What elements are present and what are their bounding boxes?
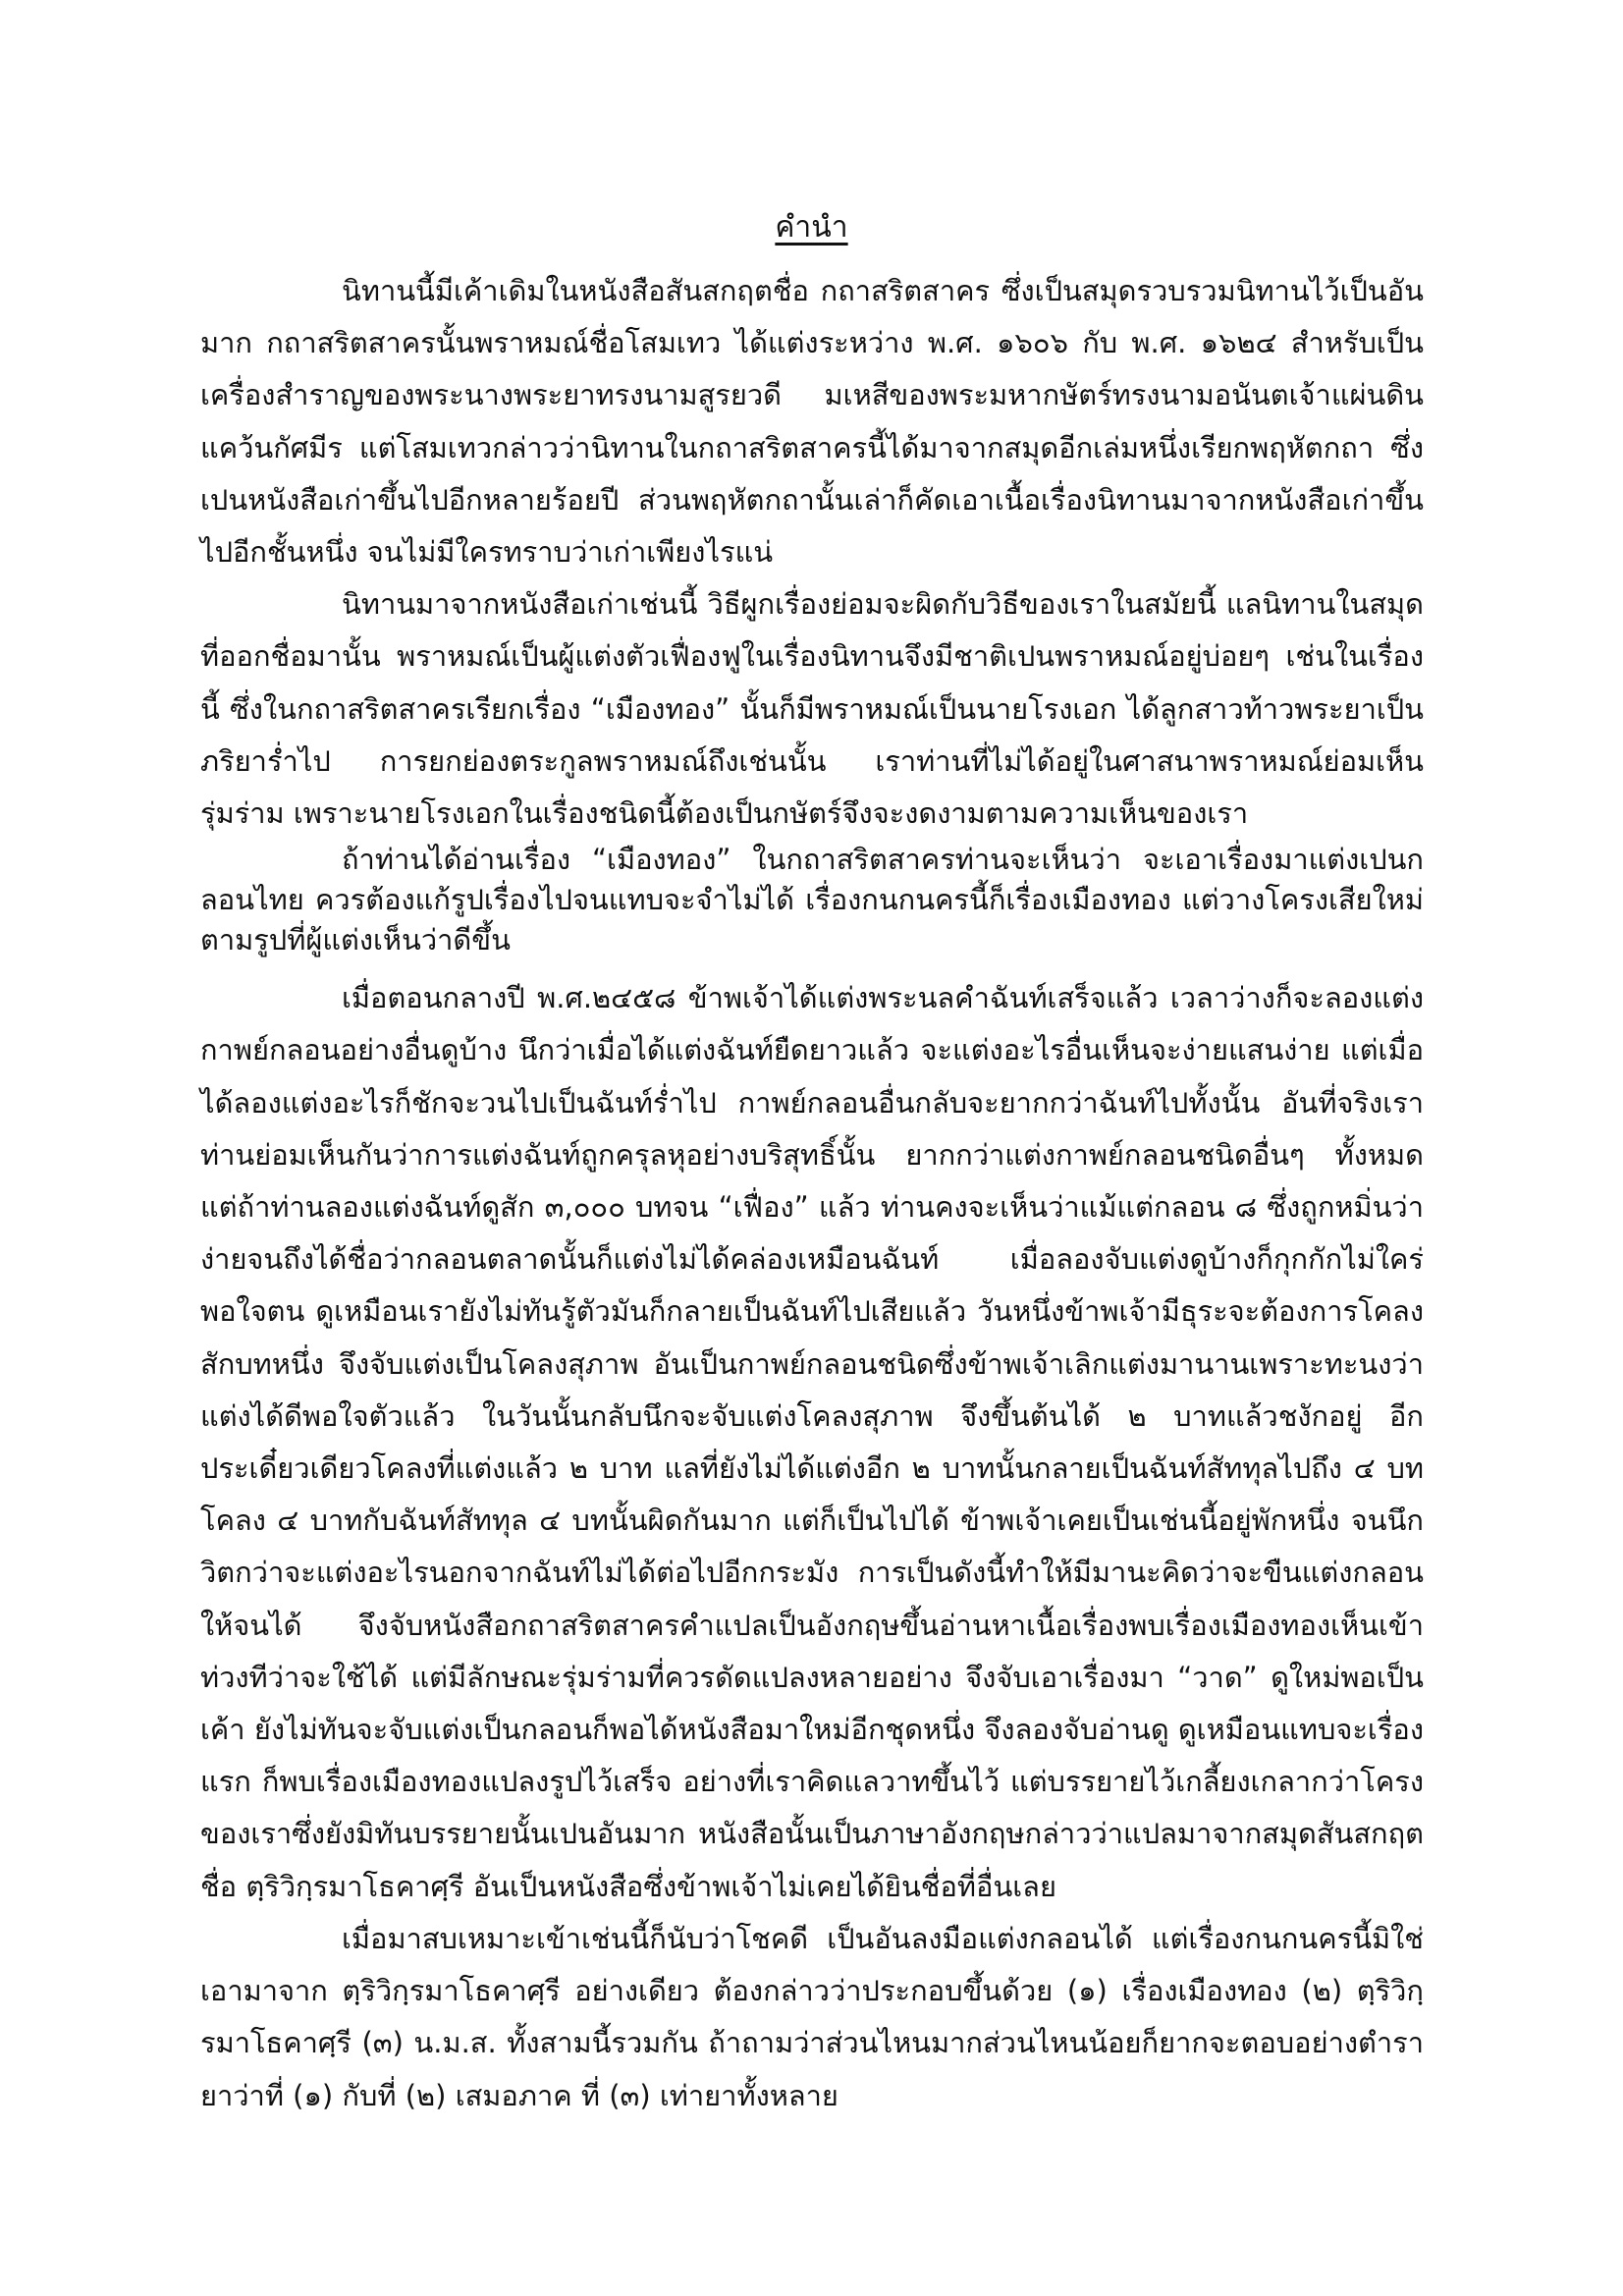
page-title: คำนำ [775, 210, 848, 245]
document-body [200, 265, 1424, 2122]
paragraph-3: ถ้าท่านได้อ่านเรื่อง “เมืองทอง” ในกถาสริตสาครท่านจะเห็นว่า จะเอาเรื่องมาแต่งเปนกลอนไทย ควรต้องแก้รูปเรื่องไปจนแทบจะจำไม่ได้ เรื่องกนกนครนี้ก็เรื่องเมืองทอง แต่วางโครงเสียใหม่ตามรูปที่ผู้แต่งเห็นว่าดีขึ้น [200, 843, 1424, 957]
paragraph-4: เมื่อตอนกลางปี พ.ศ.๒๔๕๘ ข้าพเจ้าได้แต่งพระนลคำฉันท์เสร็จแล้ว เวลาว่างก็จะลองแต่งกาพย์กลอนอย่างอื่นดูบ้าง นึกว่าเมื่อได้แต่งฉันท์ยืดยาวแล้ว จะแต่งอะไรอื่นเห็นจะง่ายแสนง่าย แต่เมื่อได้ลองแต่งอะไรก็ชักจะวนไปเป็นฉันท์ร่ำไป กาพย์กลอนอื่นกลับจะยากกว่าฉันท์ไปทั้งนั้น อันที่จริงเราท่านย่อมเห็นกันว่าการแต่งฉันท์ถูกครุลหุอย่างบริสุทธิ์นั้น ยากกว่าแต่งกาพย์กลอนชนิดอื่นๆ ทั้งหมด แต่ถ้าท่านลองแต่งฉันท์ดูสัก ๓,๐๐๐ บทจน “เฟื่อง” แล้ว ท่านคงจะเห็นว่าแม้แต่กลอน ๘ ซึ่งถูกหมิ่นว่าง่ายจนถึงได้ชื่อว่ากลอนตลาดนั้นก็แต่งไม่ได้คล่องเหมือนฉันท์ เมื่อลองจับแต่งดูบ้างก็กุกกักไม่ใคร่พอใจตน ดูเหมือนเรายังไม่ทันรู้ตัวมันก็กลายเป็นฉันท์ไปเสียแล้ว วันหนึ่งข้าพเจ้ามีธุระจะต้องการโคลงสักบทหนึ่ง จึงจับแต่งเป็นโคลงสุภาพ อันเป็นกาพย์กลอนชนิดซึ่งข้าพเจ้าเลิกแต่งมานานเพราะทะนงว่าแต่งได้ดีพอใจตัวแล้ว ในวันนั้นกลับนึกจะจับแต่งโคลงสุภาพ จึงขึ้นต้นได้ ๒ บาทแล้วชงักอยู่ อีกประเดี๋ยวเดียวโคลงที่แต่งแล้ว ๒ บาท แลที่ยังไม่ได้แต่งอีก ๒ บาทนั้นกลายเป็นฉันท์สัททุลไปถึง ๔ บท โคลง ๔ บาทกับฉันท์สัททุล ๔ บทนั้นผิดกันมาก แต่ก็เป็นไปได้ ข้าพเจ้าเคยเป็นเช่นนี้อยู่พักหนึ่ง จนนึกวิตกว่าจะแต่งอะไรนอกจากฉันท์ไม่ได้ต่อไปอีกกระมัง การเป็นดังนี้ทำให้มีมานะคิดว่าจะขืนแต่งกลอนให้จนได้ จึงจับหนังสือกถาสริตสาครคำแปลเป็นอังกฤษขึ้นอ่านหาเนื้อเรื่องพบเรื่องเมืองทองเห็นเข้าท่วงทีว่าจะใช้ได้ แต่มีลักษณะรุ่มร่ามที่ควรดัดแปลงหลายอย่าง จึงจับเอาเรื่องมา “วาด” ดูใหม่พอเป็นเค้า ยังไม่ทันจะจับแต่งเป็นกลอนก็พอได้หนังสือมาใหม่อีกชุดหนึ่ง จึงลองจับอ่านดู ดูเหมือนแทบจะเรื่องแรก ก็พบเรื่องเมืองทองแปลงรูปไว้เสร็จ อย่างที่เราคิดแลวาทขึ้นไว้ แต่บรรยายไว้เกลี้ยงเกลากว่าโครงของเราซึ่งยังมิทันบรรยายนั้นเปนอันมาก หนังสือนั้นเป็นภาษาอังกฤษกล่าวว่าแปลมาจากสมุดสันสกฤตชื่อ ตฺริวิกฺรมาโธคาศฺรี อันเป็นหนังสือซึ่งข้าพเจ้าไม่เคยได้ยินชื่อที่อื่นเลย [200, 981, 1424, 1903]
paragraph-1: นิทานนี้มีเค้าเดิมในหนังสือสันสกฤตชื่อ กถาสริตสาคร ซึ่งเป็นสมุดรวบรวมนิทานไว้เป็นอันมาก กถาสริตสาครนั้นพราหมณ์ชื่อโสมเทว ได้แต่งระหว่าง พ.ศ. ๑๖๐๖ กับ พ.ศ. ๑๖๒๔ สำหรับเป็นเครื่องสำราญของพระนางพระยาทรงนามสูรยวดี มเหสีของพระมหากษัตร์ทรงนามอนันตเจ้าแผ่นดินแคว้นกัศมีร แต่โสมเทวกล่าวว่านิทานในกถาสริตสาครนี้ได้มาจากสมุดอีกเล่มหนึ่งเรียกพฤหัตกถา ซึ่งเปนหนังสือเก่าขึ้นไปอีกหลายร้อยปี ส่วนพฤหัตกถานั้นเล่าก็คัดเอาเนื้อเรื่องนิทานมาจากหนังสือเก่าขึ้นไปอีกชั้นหนึ่ง จนไม่มีใครทราบว่าเก่าเพียงไรแน่ [200, 274, 1424, 570]
paragraph-2: นิทานมาจากหนังสือเก่าเช่นนี้ วิธีผูกเรื่องย่อมจะผิดกับวิธีของเราในสมัยนี้ แลนิทานในสมุดที่ออกชื่อมานั้น พราหมณ์เป็นผู้แต่งตัวเฟื่องฟูในเรื่องนิทานจึงมีชาติเปนพราหมณ์อยู่บ่อยๆ เช่นในเรื่องนี้ ซึ่งในกถาสริตสาครเรียกเรื่อง “เมืองทอง” นั้นก็มีพราหมณ์เป็นนายโรงเอก ได้ลูกสาวท้าวพระยาเป็นภริยาร่ำไป การยกย่องตระกูลพราหมณ์ถึงเช่นนั้น เราท่านที่ไม่ได้อยู่ในศาสนาพราหมณ์ย่อมเห็นรุ่มร่าม เพราะนายโรงเอกในเรื่องชนิดนี้ต้องเป็นกษัตร์จึงจะงดงามตามความเห็นของเรา [200, 587, 1424, 831]
paragraph-5: เมื่อมาสบเหมาะเข้าเช่นนี้ก็นับว่าโชคดี เป็นอันลงมือแต่งกลอนได้ แต่เรื่องกนกนครนี้มิใช่เอามาจาก ตฺริวิกฺรมาโธคาศฺรี อย่างเดียว ต้องกล่าวว่าประกอบขึ้นด้วย (๑) เรื่องเมืองทอง (๒) ตฺริวิกฺรมาโธคาศฺรี (๓) น.ม.ส. ทั้งสามนี้รวมกัน ถ้าถามว่าส่วนไหนมากส่วนไหนน้อยก็ยากจะตอบอย่างตำรายาว่าที่ (๑) กับที่ (๒) เสมอภาค ที่ (๓) เท่ายาทั้งหลาย [200, 1921, 1424, 2112]
